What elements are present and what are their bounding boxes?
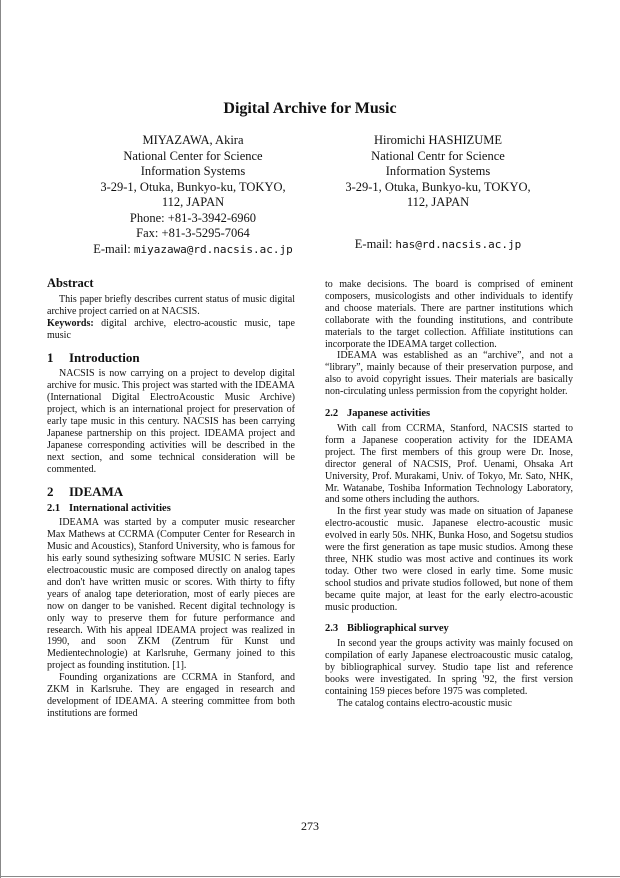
section-2-2-paragraph-1: With call from CCRMA, Stanford, NACSIS started to form a Japanese cooperation activity for the IDEAMA project. The first members of this group were Dr. Inose, director general of NACSIS, Prof. Uenami, Ohsaka Art University, Prof. Murakami, Univ. of Tokyo, Mr. Sato, NHK, Mr. Watanabe, Toshiba Information Technology Laboratory, and some others including the authors.	[325, 422, 573, 506]
section-2-2-paragraph-2: In the first year study was made on situation of Japanese electro-acoustic music. Japanese electro-acoustic music evolved in early 50s. NHK, Bunka Hoso, and Sogetsu studios were the first generation as tape music studios. Among these three, NHK studio was most active and continues its work today. Other two were closed in early time. Some music school studios and private studios followed, but none of them became quite major, at least for the early electro-acoustic music production.	[325, 506, 573, 613]
author2-inst2: Information Systems	[385, 164, 491, 178]
section-2-3-title: Bibliographical survey	[347, 623, 449, 635]
section-2-number: 2	[47, 483, 54, 499]
author1-addr2: 112, JAPAN	[161, 195, 225, 209]
section-2-1-title: International activities	[69, 502, 171, 514]
section-2-2-title: Japanese activities	[347, 408, 431, 420]
page-edge-bottom	[0, 876, 620, 877]
page-number: 273	[301, 819, 319, 833]
abstract-heading: Abstract	[47, 276, 94, 290]
author1-email-line	[62, 242, 324, 258]
section-2-2-heading	[325, 408, 573, 420]
section-2-1-number: 2.1	[47, 502, 61, 514]
author1-fax: Fax: +81-3-5295-7064	[136, 226, 250, 240]
author1-email[interactable]: miyazawa@rd.nacsis.ac.jp	[133, 242, 293, 256]
section-1-title: Introduction	[69, 349, 140, 365]
keywords-line	[47, 318, 295, 342]
section-2-3-paragraph-1: In second year the groups activity was mainly focused on compilation of early Japanese electroacoustic music catalog, by bibliographical survey. Studio tape list and reference books were investigated. In spring '92, the first version containing 159 pieces before 1975 was completed.	[325, 638, 573, 697]
author2-inst1: National Centr for Science	[371, 148, 505, 163]
author2-name: Hiromichi HASHIZUME	[373, 133, 503, 147]
column-2-paragraph-2: IDEAMA was established as an “archive”, and not a “library”, mainly because of their preservation purpose, and also to avoid copyright issues. Their materials are basically non-circulating unless permission from the copyright holder.	[325, 350, 573, 398]
section-2-3-paragraph-2: The catalog contains electro-acoustic music	[337, 697, 512, 709]
author1-addr1: 3-29-1, Otuka, Bunkyo-ku, TOKYO,	[100, 179, 286, 194]
section-2-3-heading	[325, 623, 573, 635]
section-2-3-number: 2.3	[325, 623, 339, 635]
author2-email-label: E-mail:	[354, 237, 396, 251]
section-2-1-paragraph-2: Founding organizations are CCRMA in Stanford, and ZKM in Karlsruhe. They are engaged in research and development of IDEAMA. A steering committee from both institutions are formed	[47, 672, 295, 719]
section-1-number: 1	[47, 349, 54, 365]
keywords-text: digital archive, electro-acoustic music, tape music	[47, 317, 295, 341]
keywords-label: Keywords:	[47, 317, 94, 329]
section-2-1-heading	[47, 503, 295, 515]
paper-title: Digital Archive for Music	[223, 100, 397, 117]
author2-email[interactable]: has@rd.nacsis.ac.jp	[395, 238, 522, 251]
section-2-heading	[47, 483, 295, 499]
section-2-2-number: 2.2	[325, 408, 339, 420]
author1-name: MIYAZAWA, Akira	[142, 133, 244, 147]
author-block-1	[62, 133, 324, 257]
column-left	[47, 272, 295, 720]
author2-addr1: 3-29-1, Otuka, Bunkyo-ku, TOKYO,	[345, 179, 531, 194]
author1-phone: Phone: +81-3-3942-6960	[129, 210, 257, 225]
section-2-title: IDEAMA	[69, 483, 124, 499]
section-1-paragraph-1: NACSIS is now carrying on a project to develop digital archive for music. This project was started with the IDEAMA (International Digital ElectroAcoustic Music Archive) project, which is an international project for preservation of early tape music in this century. NACSIS has been carrying Japanese partnership on this project. IDEAMA project and Japanese corresponding activities will be described in the next section, and some technical consideration will be commented.	[47, 368, 295, 475]
author1-inst1: National Center for Science	[123, 148, 263, 163]
section-1-heading	[47, 349, 295, 365]
author-block-2	[318, 133, 558, 211]
author1-email-label: E-mail:	[93, 241, 134, 256]
author2-addr2: 112, JAPAN	[406, 195, 470, 209]
author1-inst2: Information Systems	[140, 164, 246, 178]
column-right	[325, 279, 573, 710]
page-edge-left	[0, 0, 1, 878]
section-2-1-paragraph-1: IDEAMA was started by a computer music researcher Max Mathews at CCRMA (Computer Center for Research in Music and Acoustics), Stanford University, who is famous for his early sound sythesizing software MUSIC N series. Early electroacoustic music are composed directly on analog tapes and don't have written music or scores. With thirty to fifty years of analog tape deterioration, most of early pieces are now on danger to be vanished. Recent digital technology is only way to preserve them for future performance and research. With his appeal IDEAMA project was realized in 1990, and soon ZKM (Zentrum für Kunst und Medientechnologie) at Karlsruhe, Germany joined to this project as founding institution. [1].	[47, 517, 295, 672]
column-2-paragraph-1: to make decisions. The board is comprised of eminent composers, musicologists and other individuals to identify and choose materials. There are partner institutions which collaborate with the founding institutions, and contribute materials to the target collection. Affiliate institutions can incorporate the IDEAMA target collection.	[325, 279, 573, 350]
author2-email-line	[318, 237, 558, 252]
abstract-text: This paper briefly describes current status of music digital archive project carried on at NACSIS.	[47, 293, 295, 317]
